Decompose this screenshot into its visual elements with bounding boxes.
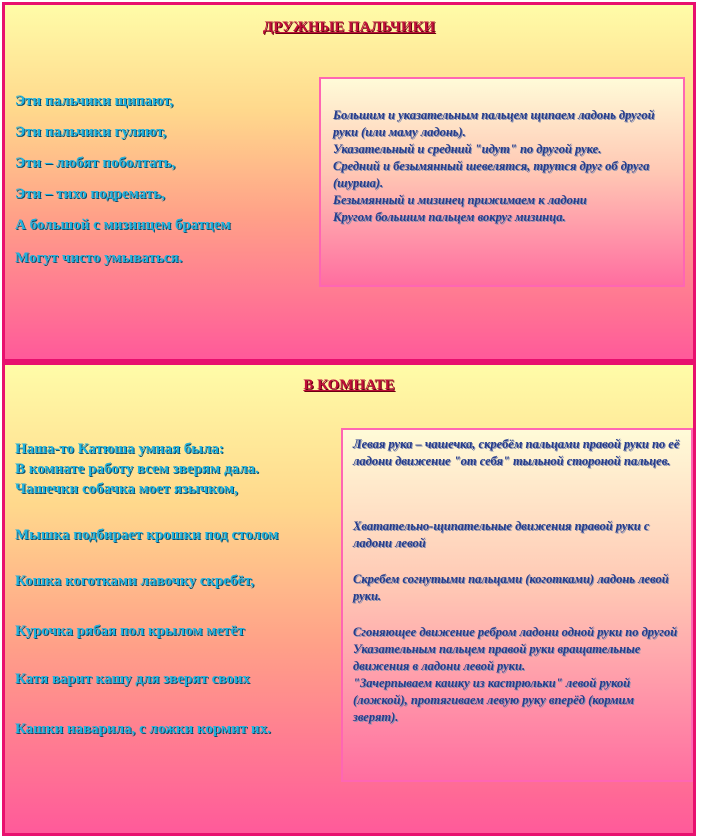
instruction-text: Безымянный и мизинец прижимаем к ладони: [333, 193, 587, 207]
finger-game-panel-in-the-room: [2, 362, 696, 836]
poem-line: Кашки наварила, с ложки кормит их.: [15, 721, 271, 737]
instruction-text: Кругом большим пальцем вокруг мизинца.: [333, 210, 566, 224]
poem-text: [15, 93, 231, 281]
poem-text: [15, 441, 278, 741]
poem-line: Эти пальчики щипают,: [15, 93, 174, 109]
instruction-text: Сгоняющее движение ребром ладони одной руки по другой Указательным пальцем правой руки вращательные движения в ладони левой руки.: [353, 625, 678, 673]
instructions-box: [319, 77, 685, 287]
section-title: ДРУЖНЫЕ ПАЛЬЧИКИ: [262, 19, 436, 35]
poem-clip: [5, 365, 338, 833]
instruction-text: Средний и безымянный шевелятся, трутся друг об друга (шурша).: [333, 159, 650, 190]
poem-line: Катя варит кашу для зверят своих: [15, 671, 250, 687]
poem-line: Эти пальчики гуляют,: [15, 124, 167, 140]
poem-line: Курочка рябая пол крылом метёт: [15, 623, 245, 639]
instructions-box: [341, 428, 693, 782]
poem-line: Чашечки собачка моет язычком,: [15, 481, 238, 497]
poem-line: Эти – любят поболтать,: [15, 155, 176, 171]
instruction-text: Хватательно-щипательные движения правой руки с ладони левой: [353, 519, 650, 550]
poem-line: Наша-то Катюша умная была:: [15, 441, 224, 457]
poem-line: Мышка подбирает крошки под столом: [15, 527, 279, 543]
poem-line: А большой с мизинцем братцем: [15, 217, 231, 233]
poem-line: Могут чисто умываться.: [15, 250, 183, 266]
section-title: В КОМНАТЕ: [303, 377, 395, 393]
instruction-text: Указательный и средний "идут" по другой руке.: [333, 142, 602, 156]
poem-line: Кошка коготками лавочку скребёт,: [15, 573, 255, 589]
instruction-text: Большим и указательным пальцем щипаем ладонь другой руки (или маму ладонь).: [333, 108, 655, 139]
poem-line: В комнате работу всем зверям дала.: [15, 461, 259, 477]
poem-line: Эти – тихо подремать,: [15, 186, 165, 202]
instruction-text: Скребем согнутыми пальцами (коготками) ладонь левой руки.: [353, 572, 669, 603]
instruction-text: "Зачерпываем кашку из кастрюльки" левой рукой (ложкой), протягиваем левую руку вперёд (кормим зверят).: [353, 676, 635, 724]
finger-game-panel-friendly-fingers: [2, 2, 696, 362]
instruction-text: Левая рука – чашечка, скребём пальцами правой руки по её ладони движение "от себя" тыльной стороной пальцев.: [353, 437, 680, 468]
